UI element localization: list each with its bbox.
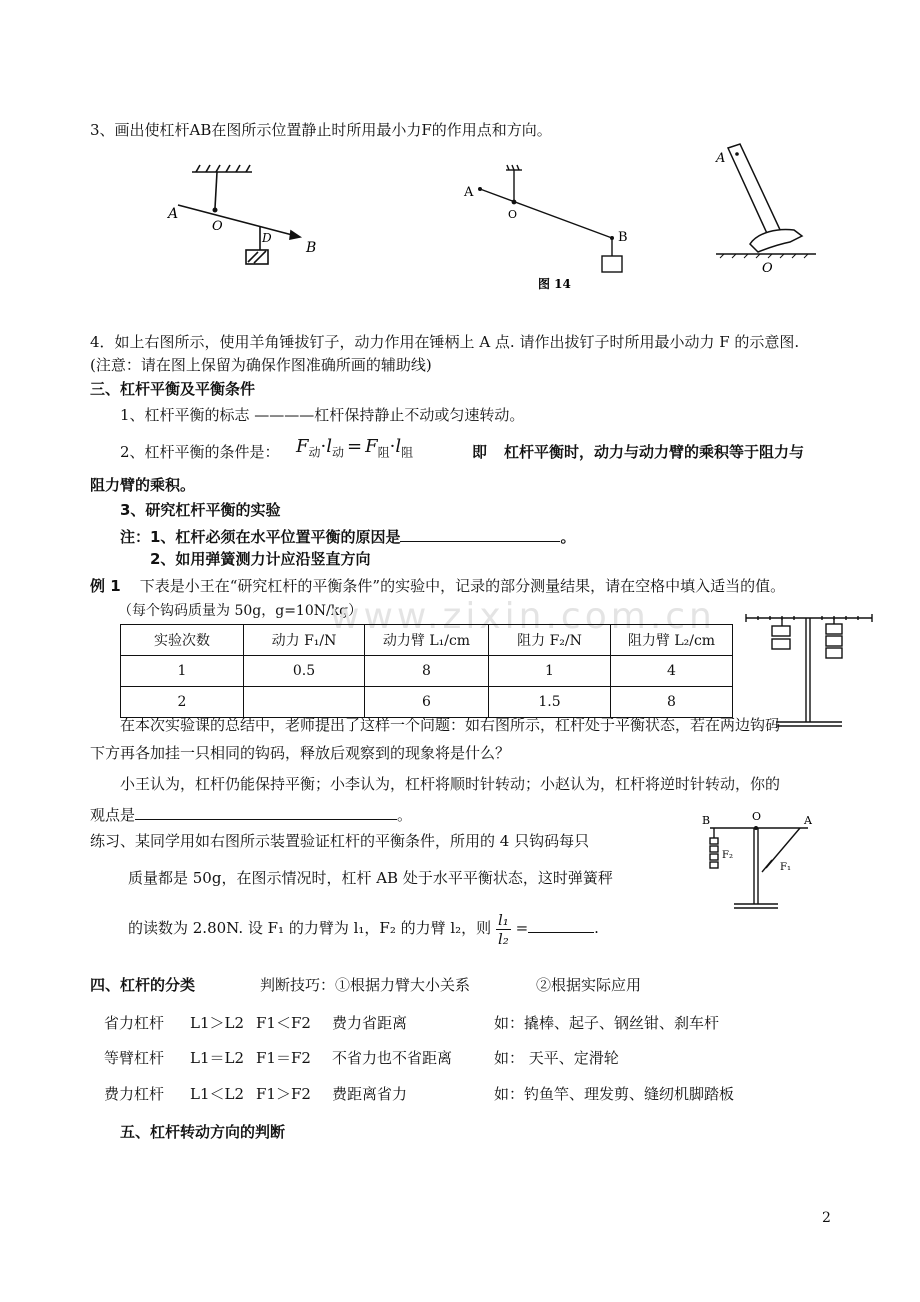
sec3-note2: 2、如用弹簧测力计应沿竖直方向 <box>150 550 371 568</box>
class-eg: 如：钓鱼竿、理发剪、缝纫机脚踏板 <box>494 1085 735 1103</box>
sec4-tips2: ②根据实际应用 <box>536 976 642 994</box>
class-rel: L1＝L2 <box>190 1049 245 1067</box>
example1-para4: 观点是 。 <box>90 803 412 825</box>
table-cell: 6 <box>365 687 489 718</box>
section5-title: 五、杠杆转动方向的判断 <box>120 1123 286 1141</box>
class-desc: 费距离省力 <box>332 1085 408 1103</box>
page-number: 2 <box>822 1210 831 1226</box>
table-cell: 8 <box>611 687 733 718</box>
table-cell: 0.5 <box>244 656 365 687</box>
sec3-note1: 注：1、杠杆必须在水平位置平衡的原因是 。 <box>120 525 575 547</box>
practice-fig-label-b: B <box>702 814 711 827</box>
practice-line2: 质量都是 50g，在图示情况时，杠杆 AB 处于水平平衡状态，这时弹簧秤 <box>128 869 613 887</box>
fig1-label-b: B <box>306 240 317 256</box>
q4-line2: (注意：请在图上保留为确保作图准确所画的辅助线) <box>90 356 432 374</box>
fig3-label-a: A <box>716 151 726 166</box>
practice-fig-label-f1: F₁ <box>780 862 791 873</box>
practice-fig-label-f2: F₂ <box>722 850 733 861</box>
ratio-fraction: $\frac{\text{l₁}}{\text{l₂}}$ <box>497 910 509 948</box>
example1-note: （每个钩码质量为 50g，g=10N/kg） <box>118 603 363 619</box>
table-cell-blank[interactable] <box>244 687 365 718</box>
table-header: 实验次数 <box>121 625 244 656</box>
figure-lever-1 <box>160 160 330 270</box>
sec3-p2-prefix: 2、杠杆平衡的条件是： <box>120 443 280 461</box>
class-name: 省力杠杆 <box>104 1014 165 1032</box>
fig1-label-o: O <box>212 219 223 234</box>
class-rel: L1＜L2 <box>190 1085 245 1103</box>
example1-line: 例 1 下表是小王在“研究杠杆的平衡条件”的实验中，记录的部分测量结果，请在空格中填入适当的值。 <box>90 577 786 595</box>
class-eg: 如：撬棒、起子、钢丝钳、刹车杆 <box>494 1014 720 1032</box>
opinion-blank[interactable] <box>135 803 397 820</box>
balance-formula: $F_动\cdot l_动 = F_阻\cdot l_阻$ <box>296 436 414 460</box>
class-name: 费力杠杆 <box>104 1085 165 1103</box>
sec4-tips: 判断技巧：①根据力臂大小关系 <box>260 976 471 994</box>
table-header: 阻力 F₂/N <box>489 625 611 656</box>
table-header: 动力臂 L₁/cm <box>365 625 489 656</box>
table-cell: 2 <box>121 687 244 718</box>
table-cell: 1 <box>489 656 611 687</box>
fig2-label-b: B <box>618 230 628 245</box>
practice-fig-label-o: O <box>752 810 762 823</box>
q3-text: 3、画出使杠杆AB在图所示位置静止时所用最小力F的作用点和方向。 <box>90 121 552 139</box>
table-cell: 1 <box>121 656 244 687</box>
sec3-p2-bold: 杠杆平衡时，动力与动力臂的乘积等于阻力与 <box>504 443 805 461</box>
class-name: 等臂杠杆 <box>104 1049 165 1067</box>
figure-lever-2 <box>460 162 640 294</box>
example1-para2: 下方再各加挂一只相同的钩码，释放后观察到的现象将是什么？ <box>90 744 511 762</box>
class-eg: 如： 天平、定滑轮 <box>494 1049 619 1067</box>
table-cell: 1.5 <box>489 687 611 718</box>
sec3-p3: 3、研究杠杆平衡的实验 <box>120 501 281 519</box>
ratio-blank[interactable] <box>528 916 594 933</box>
class-rel: L1＞L2 <box>190 1014 245 1032</box>
sec3-p1: 1、杠杆平衡的标志 ————杠杆保持静止不动或匀速转动。 <box>120 406 525 424</box>
figure-claw-hammer <box>710 140 830 280</box>
fig2-label-o: O <box>508 208 518 221</box>
class-force: F1＞F2 <box>256 1085 311 1103</box>
table-header: 阻力臂 L₂/cm <box>611 625 733 656</box>
table-header: 动力 F₁/N <box>244 625 365 656</box>
class-force: F1＜F2 <box>256 1014 311 1032</box>
figure-practice-lever <box>696 808 826 912</box>
section3-title: 三、杠杆平衡及平衡条件 <box>90 380 256 398</box>
sec3-p2-ji: 即 <box>472 443 488 461</box>
note1-blank[interactable] <box>400 525 560 542</box>
table-row <box>121 656 733 687</box>
practice-line3: 的读数为 2.80N. 设 F₁ 的力臂为 l₁，F₂ 的力臂 l₂，则 $\frac{\text{l₁}}{\text{l₂}}$ = . <box>128 910 599 948</box>
section4-title: 四、杠杆的分类 <box>90 976 196 994</box>
sec3-p2-bold2: 阻力臂的乘积。 <box>90 476 196 494</box>
example1-para1: 在本次实验课的总结中，老师提出了这样一个问题：如右图所示，杠杆处于平衡状态，若在两边钩码 <box>120 716 781 734</box>
class-force: F1＝F2 <box>256 1049 311 1067</box>
practice-line1: 练习、某同学用如右图所示装置验证杠杆的平衡条件，所用的 4 只钩码每只 <box>90 832 590 850</box>
table-header-row <box>121 625 733 656</box>
fig1-label-a: A <box>168 206 179 222</box>
fig2-caption: 图 14 <box>538 277 571 291</box>
fig3-label-o: O <box>762 261 773 276</box>
practice-fig-label-a: A <box>804 814 812 827</box>
fig2-label-a: A <box>464 185 474 200</box>
table-row <box>121 687 733 718</box>
experiment-table <box>120 624 733 718</box>
example1-para3: 小王认为，杠杆仍能保持平衡；小李认为，杠杆将顺时针转动；小赵认为，杠杆将逆时针转动，你的 <box>120 775 781 793</box>
class-desc: 不省力也不省距离 <box>332 1049 453 1067</box>
class-desc: 费力省距离 <box>332 1014 408 1032</box>
fig1-label-d: D <box>262 231 272 245</box>
table-cell: 4 <box>611 656 733 687</box>
table-cell: 8 <box>365 656 489 687</box>
watermark: www.zixin.com.cn <box>330 596 716 637</box>
q4-line1: 4．如上右图所示，使用羊角锤拔钉子，动力作用在锤柄上 A 点. 请作出拔钉子时所用最小动力 F 的示意图. <box>90 333 800 351</box>
